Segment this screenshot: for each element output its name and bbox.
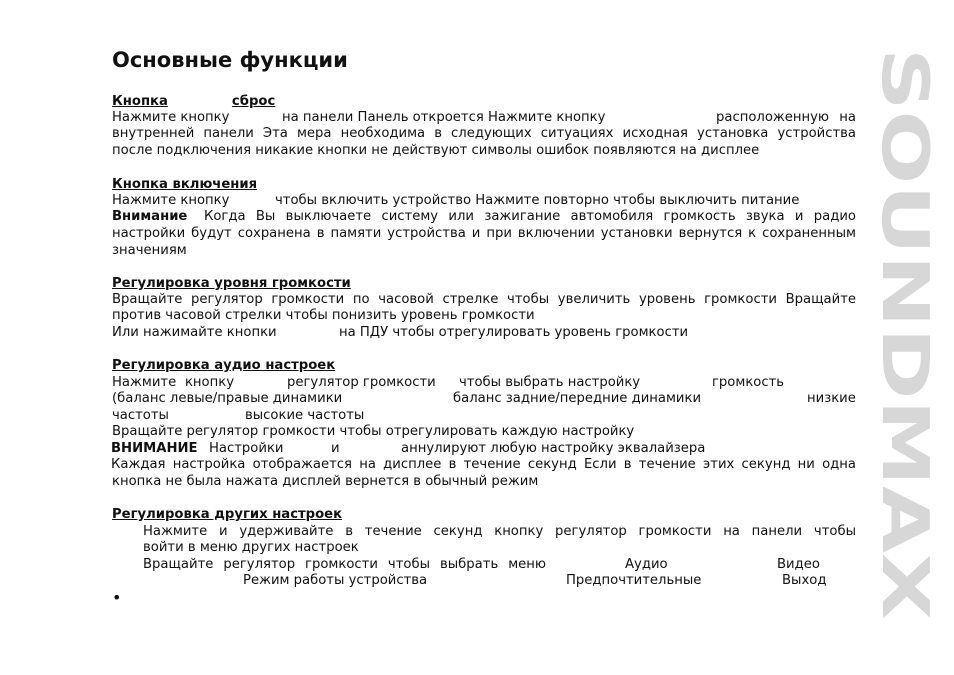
audio-line-1d: громкость	[712, 375, 785, 390]
reset-line-3: после подключения никакие кнопки не действуют символы ошибок появляются на дисплее	[112, 143, 760, 158]
power-line-3: настройки будут сохранена в памяти устройства и при включении установки вернутся к сохраненным	[112, 226, 856, 241]
audio-line-6: Каждая настройка отображается на дисплее в течение секунд Если в течение этих секунд ни одна	[111, 457, 856, 472]
section-heading-reset	[112, 94, 281, 110]
reset-line-1a: Нажмите кнопку	[112, 110, 230, 125]
volume-line-2: против часовой стрелки чтобы понизить уровень громкости	[112, 308, 535, 323]
audio-line-3b: высокие частоты	[245, 408, 365, 423]
other-menu-video: Видео	[777, 557, 820, 572]
soundmax-logo	[861, 48, 941, 623]
audio-line-1b: регулятор громкости	[287, 375, 436, 390]
volume-line-3b: на ПДУ чтобы отрегулировать уровень громкости	[339, 325, 689, 340]
audio-line-1a: Нажмите кнопку	[112, 375, 234, 390]
section-heading-other: Регулировка других настроек	[112, 507, 343, 522]
section-heading-power: Кнопка включения	[112, 177, 258, 192]
section-heading-volume: Регулировка уровня громкости	[112, 276, 351, 291]
reset-heading-part2: сброс	[231, 94, 276, 109]
audio-line-3a: частоты	[112, 408, 169, 423]
brand-text: SOUNDMAX	[867, 48, 941, 470]
reset-line-1c: расположенную на	[716, 110, 856, 125]
other-line-2: войти в меню других настроек	[143, 540, 359, 555]
other-menu-mode: Режим работы устройства	[243, 573, 428, 588]
power-line-2: Когда Вы выключаете систему или зажигание автомобиля громкость звука и радио	[204, 209, 856, 224]
reset-line-2: внутренней панели Эта мера необходима в следующих ситуациях исходная установка устройства	[112, 126, 856, 141]
page-title: Основные функции	[112, 48, 348, 72]
volume-line-3a: Или нажимайте кнопки	[112, 325, 277, 340]
other-line-1: Нажмите и удерживайте в течение секунд кнопку регулятор громкости на панели чтобы	[143, 524, 856, 539]
other-menu-preferred: Предпочтительные	[566, 573, 702, 588]
power-line-4: значениям	[112, 243, 187, 258]
audio-line-2b: баланс задние/передние динамики	[453, 391, 702, 406]
other-menu-audio: Аудио	[625, 557, 668, 572]
other-line-3a: Вращайте регулятор громкости чтобы выбрать меню	[143, 557, 546, 572]
audio-line-5c: и	[331, 441, 340, 456]
audio-warning-label: ВНИМАНИЕ	[111, 441, 198, 456]
other-menu-exit: Выход	[782, 573, 827, 588]
audio-line-4: Вращайте регулятор громкости чтобы отрегулировать каждую настройку	[112, 424, 635, 439]
audio-line-5d: аннулируют любую настройку эквалайзера	[401, 441, 706, 456]
power-line-1b: чтобы включить устройство Нажмите повторно чтобы выключить питание	[275, 193, 800, 208]
audio-line-2a: (баланс левые/правые динамики	[112, 391, 343, 406]
reset-heading-part1: Кнопка	[112, 94, 168, 109]
power-warning-label: Внимание	[112, 209, 188, 224]
volume-line-1: Вращайте регулятор громкости по часовой стрелке чтобы увеличить уровень громкости Вращайте	[112, 292, 856, 307]
power-line-1a: Нажмите кнопку	[112, 193, 230, 208]
section-heading-audio: Регулировка аудио настроек	[112, 358, 336, 373]
audio-line-5b: Настройки	[209, 441, 284, 456]
reset-line-1b: на панели Панель откроется Нажмите кнопку	[282, 110, 606, 125]
audio-line-7: кнопка не была нажата дисплей вернется в обычный режим	[112, 474, 539, 489]
list-bullet: •	[112, 588, 122, 607]
audio-line-2c: низкие	[807, 391, 856, 406]
audio-line-1c: чтобы выбрать настройку	[459, 375, 641, 390]
